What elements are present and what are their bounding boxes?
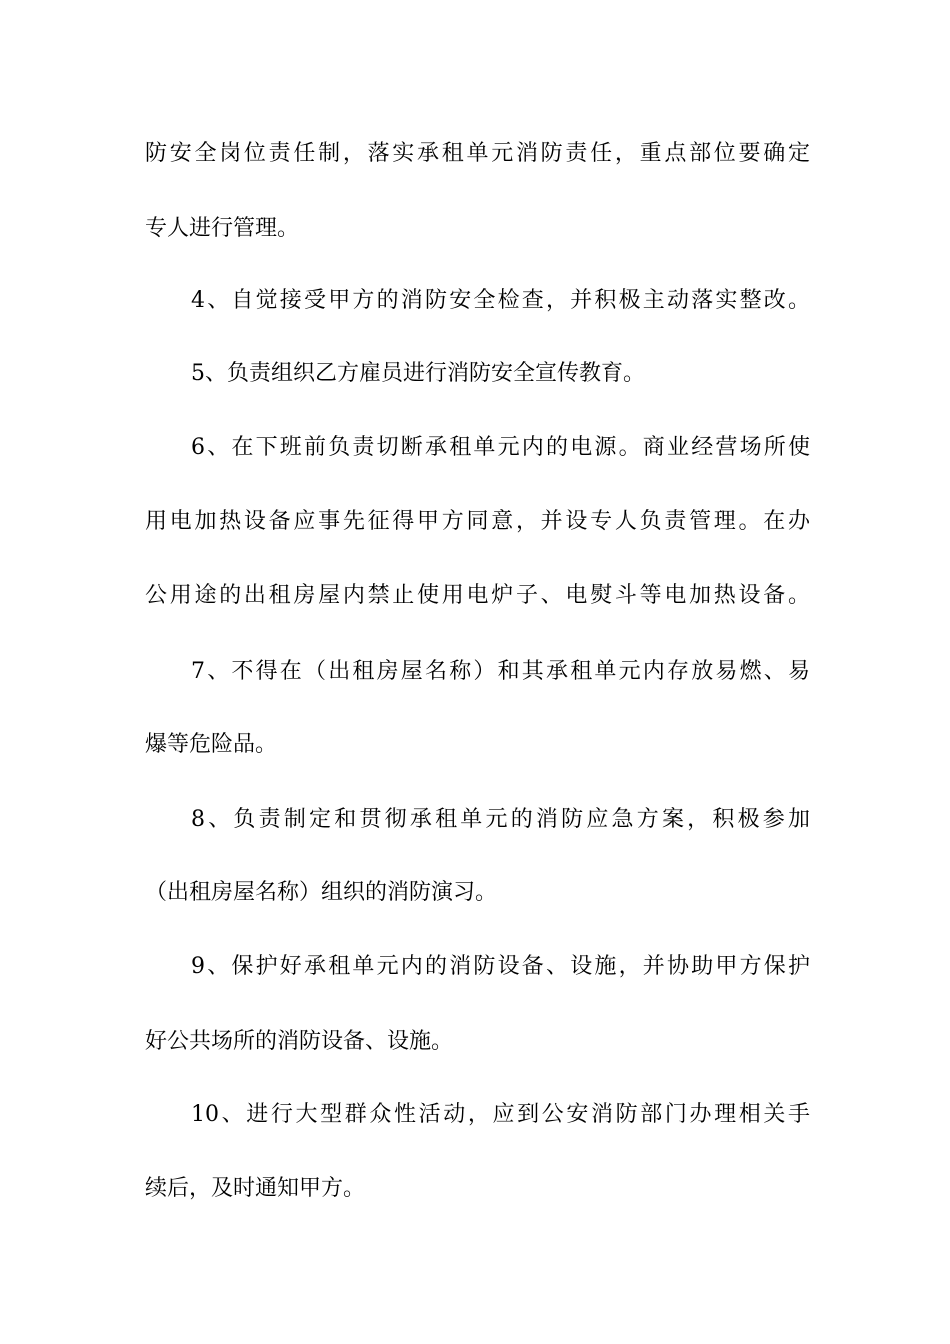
text-line-4: 5、负责组织乙方雇员进行消防安全宣传教育。 [191,361,645,386]
text-line-14: 10、进行大型群众性活动，应到公安消防部门办理相关手 [191,1102,810,1127]
text-line-10: 8、负责制定和贯彻承租单元的消防应急方案，积极参加 [191,807,810,832]
text-line-3: 4、自觉接受甲方的消防安全检查，并积极主动落实整改。 [191,288,810,313]
text-line-2: 专人进行管理。 [145,216,300,241]
text-line-1: 防安全岗位责任制，落实承租单元消防责任，重点部位要确定 [145,141,810,166]
text-line-8: 7、不得在（出租房屋名称）和其承租单元内存放易燃、易 [191,659,810,684]
text-line-11: （出租房屋名称）组织的消防演习。 [145,880,498,905]
text-line-12: 9、保护好承租单元内的消防设备、设施，并协助甲方保护 [191,954,810,979]
text-line-7: 公用途的出租房屋内禁止使用电炉子、电熨斗等电加热设备。 [145,583,810,608]
text-line-6: 用电加热设备应事先征得甲方同意，并设专人负责管理。在办 [145,509,810,534]
text-line-9: 爆等危险品。 [145,732,278,757]
text-line-5: 6、在下班前负责切断承租单元内的电源。商业经营场所使 [191,435,810,460]
text-line-13: 好公共场所的消防设备、设施。 [145,1029,454,1054]
text-line-15: 续后，及时通知甲方。 [145,1176,366,1201]
